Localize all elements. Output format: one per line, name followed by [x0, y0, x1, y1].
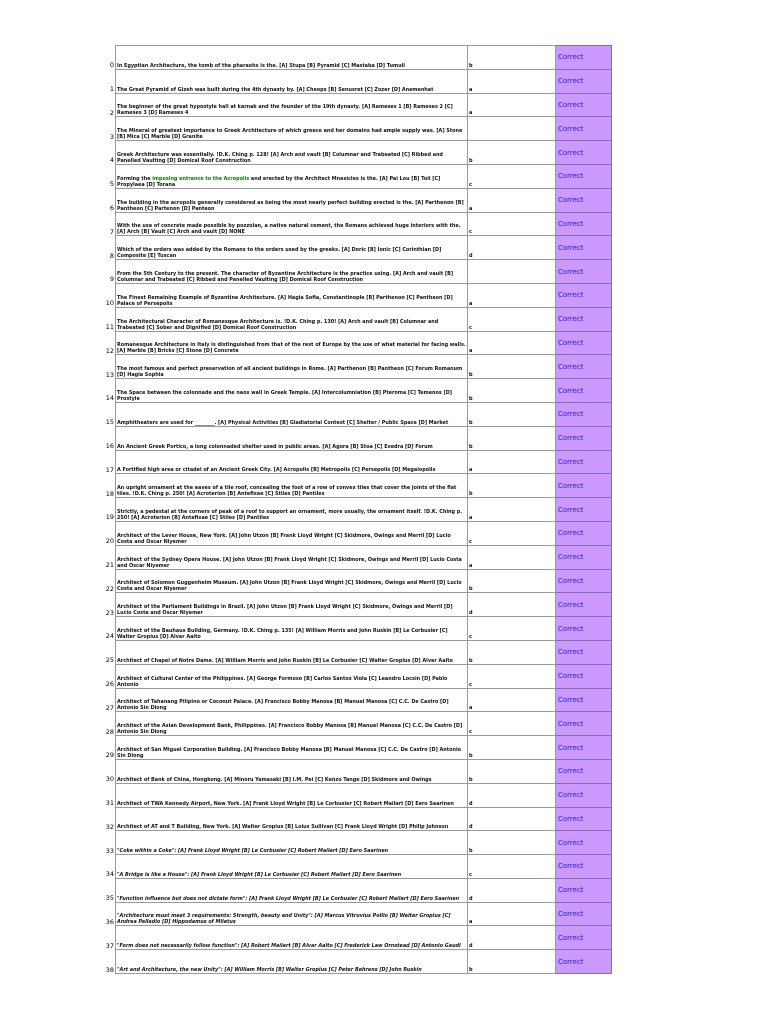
result-cell[interactable]: Correct [556, 260, 612, 284]
row-number: 13 [105, 370, 114, 379]
row-number: 10 [105, 299, 114, 308]
result-cell[interactable]: Correct [556, 712, 612, 736]
result-cell[interactable]: Correct [556, 355, 612, 379]
table-row [105, 783, 612, 807]
result-cell[interactable]: Correct [556, 46, 612, 70]
question-cell[interactable]: Architect of Bank of China, Hongkong. [A] Minoru Yamasaki [B] I.M. Pei [C] Kenzo Tange [D] Skidmore and Owings [116, 759, 468, 783]
result-cell[interactable]: Correct [556, 831, 612, 855]
answer-cell[interactable]: c [468, 617, 556, 641]
table-row [105, 902, 612, 926]
result-cell[interactable]: Correct [556, 212, 612, 236]
row-number: 33 [105, 846, 114, 855]
row-number: 11 [105, 323, 114, 332]
answer-cell[interactable]: d [468, 926, 556, 950]
question-cell[interactable]: The Space between the colonnade and the naos wall in Greek Temple. [A] Intercolumniation [B] Pteroma [C] Temenos [D] Prostyle [116, 379, 468, 403]
question-cell[interactable]: The most famous and perfect preservation of all ancient buildings in Rome. [A] Parthenon [B] Pantheon [C] Forum Romanum [D] Hagia Sophia [116, 355, 468, 379]
answer-cell[interactable]: b [468, 355, 556, 379]
table-row [105, 664, 612, 688]
question-cell[interactable]: A Fortified high area or citadel of an Ancient Greek City. [A] Acropolis [B] Metropolis [C] Persepolis [D] Megalopolis [116, 450, 468, 474]
table-row [105, 831, 612, 855]
row-number: 30 [105, 775, 114, 784]
table-row [105, 212, 612, 236]
row-number: 1 [109, 85, 114, 94]
table-row [105, 164, 612, 188]
row-number: 12 [105, 346, 114, 355]
table-row [105, 736, 612, 760]
question-cell[interactable]: An upright ornament at the eaves of a tile roof, concealing the foot of a row of convex tiles that cover the joints of the flat tiles. !D.K. Ching p. 250! [A] Acroterion [B] Antefixae [C] Stiles [D] Pantiles [116, 474, 468, 498]
question-cell[interactable]: Architect of the Bauhaus Building, Germany. !D.K. Ching p. 135! [A] William Morris and John Ruskin [B] Le Corbusier [C] Walter Gropius [D] Alvar Aalto [116, 617, 468, 641]
result-cell[interactable]: Correct [556, 664, 612, 688]
result-cell[interactable]: Correct [556, 236, 612, 260]
question-cell[interactable]: Greek Architecture was essentially. !D.K. Ching p. 128! [A] Arch and vault [B] Columnar and Trabeated [C] Ribbed and Panelled Vaulting [D] Domical Roof Construction [116, 141, 468, 165]
question-cell[interactable]: An Ancient Greek Portico, a long colonnaded shelter used in public areas. [A] Agora [B] Stoa [C] Exedra [D] Forum [116, 426, 468, 450]
result-cell[interactable]: Correct [556, 521, 612, 545]
table-row [105, 593, 612, 617]
row-number: 34 [105, 870, 114, 879]
question-cell[interactable]: Architect of Chapel of Notre Dame. [A] William Morris and John Ruskin [B] Le Corbusier [C] Walter Gropius [D] Alvar Aalto [116, 640, 468, 664]
table-row [105, 474, 612, 498]
result-cell[interactable]: Correct [556, 331, 612, 355]
question-cell[interactable]: "Architecture must meet 3 requirements: Strength, beauty and Unity": [A] Marcus Vitruvius Pollio [B] Walter Gropius [C] Andrea Palladio [D] Hippodamus of Miletus [116, 902, 468, 926]
result-cell[interactable]: Correct [556, 640, 612, 664]
result-cell[interactable]: Correct [556, 855, 612, 879]
result-cell[interactable]: Correct [556, 474, 612, 498]
row-number: 7 [109, 227, 114, 236]
question-cell[interactable]: Architect of Tahanang Pilipino or Coconut Palace. [A] Francisco Bobby Manosa [B] Manuel Manosa [C] C.C. De Castro [D] Antonio Sin Diong [116, 688, 468, 712]
result-cell[interactable]: Correct [556, 545, 612, 569]
table-row [105, 450, 612, 474]
question-cell[interactable]: Architect of the Asian Development Bank, Philippines. [A] Francisco Bobby Manosa [B] Manuel Manosa [C] C.C. De Castro [D] Antonio Sin Diong [116, 712, 468, 736]
answer-cell[interactable]: b [468, 736, 556, 760]
question-cell[interactable]: The building in the acropolis generally considered as being the most nearly perfect building erected is the. [A] Parthenon [B] Pantheon [C] Partenon [D] Panteon [116, 188, 468, 212]
row-number: 29 [105, 751, 114, 760]
answer-cell[interactable]: a [468, 688, 556, 712]
question-cell[interactable]: The Great Pyramid of Gizeh was built during the 4th dynasty by. [A] Cheops [B] Senusret [C] Zozer [D] Anemenhat [116, 69, 468, 93]
row-number: 15 [105, 418, 114, 427]
table-row [105, 93, 612, 117]
result-cell[interactable]: Correct [556, 926, 612, 950]
table-row [105, 569, 612, 593]
row-number: 8 [109, 251, 114, 260]
row-number: 38 [105, 965, 114, 974]
question-cell[interactable]: Romanesque Architecture in Italy is distinguished from that of the rest of Europe by the use of what material for facing walls. [A] Marble [B] Bricks [C] Stone [D] Concrete [116, 331, 468, 355]
answer-cell[interactable]: a [468, 69, 556, 93]
result-cell[interactable]: Correct [556, 807, 612, 831]
table-row [105, 640, 612, 664]
answer-cell[interactable]: a [468, 450, 556, 474]
result-cell[interactable]: Correct [556, 783, 612, 807]
table-row [105, 283, 612, 307]
result-cell[interactable]: Correct [556, 307, 612, 331]
answer-cell[interactable]: b [468, 141, 556, 165]
row-number: 24 [105, 632, 114, 641]
question-cell[interactable]: The beginner of the great hypostyle hall at karnak and the founder of the 19th dynasty. [A] Rameses 1 [B] Rameses 2 [C] Rameses 3 [D] Rameses 4 [116, 93, 468, 117]
answer-sheet-body [105, 46, 612, 974]
table-row [105, 712, 612, 736]
table-row [105, 878, 612, 902]
row-number: 21 [105, 561, 114, 570]
answer-cell[interactable]: a [468, 283, 556, 307]
answer-cell[interactable]: a [468, 188, 556, 212]
answer-cell[interactable]: b [468, 402, 556, 426]
question-cell[interactable]: "A Bridge is like a House": [A] Frank Lloyd Wright [B] Le Corbusier [C] Robert Mailart [D] Eero Saarinen [116, 855, 468, 879]
table-row [105, 926, 612, 950]
result-cell[interactable]: Correct [556, 379, 612, 403]
answer-cell[interactable]: a [468, 498, 556, 522]
question-cell[interactable]: Which of the orders was added by the Romans to the orders used by the greeks. [A] Doric [B] Ionic [C] Corinthian [D] Composite [E] Tuscan [116, 236, 468, 260]
answer-cell[interactable]: b [468, 950, 556, 974]
question-text-end: and erected by the Architect Mnesicles is the. [A] Pai Lou [B] Toii [C] Propylaea [D] Torana [117, 175, 441, 188]
result-cell[interactable]: Correct [556, 593, 612, 617]
result-cell[interactable]: Correct [556, 569, 612, 593]
question-cell[interactable]: Architect of Cultural Center of the Philippines. [A] George Formoso [B] Carlos Santos Viola [C] Leandro Locsin [D] Pablo Antonio [116, 664, 468, 688]
row-number: 22 [105, 584, 114, 593]
result-cell[interactable]: Correct [556, 688, 612, 712]
table-row [105, 498, 612, 522]
row-number: 28 [105, 727, 114, 736]
question-cell[interactable]: "Coke within a Coke": [A] Frank Lloyd Wright [B] Le Corbusier [C] Robert Mailart [D] Eero Saarinen [116, 831, 468, 855]
table-row [105, 260, 612, 284]
question-cell[interactable]: In Egyptian Architecture, the tomb of the pharaohs is the. [A] Stupa [B] Pyramid [C] Mastaba [D] Tumuli [116, 46, 468, 70]
row-number: 14 [105, 394, 114, 403]
row-number: 2 [109, 108, 114, 117]
table-row [105, 236, 612, 260]
table-row [105, 46, 612, 70]
table-row [105, 855, 612, 879]
answer-cell[interactable]: d [468, 807, 556, 831]
table-row [105, 688, 612, 712]
answer-cell[interactable]: c [468, 855, 556, 879]
row-number: 26 [105, 680, 114, 689]
answer-cell[interactable]: b [468, 759, 556, 783]
answer-cell[interactable] [468, 260, 556, 284]
row-number: 5 [109, 180, 114, 189]
table-row [105, 545, 612, 569]
result-cell[interactable]: Correct [556, 759, 612, 783]
row-number: 17 [105, 465, 114, 474]
answer-cell[interactable] [468, 117, 556, 141]
table-row [105, 69, 612, 93]
table-row [105, 141, 612, 165]
row-number: 3 [109, 132, 114, 141]
question-cell[interactable]: Amphitheaters are used for ________. [A] Physical Activities [B] Gladiatorial Contest [C] Shelter / Public Space [D] Market [116, 402, 468, 426]
question-cell[interactable]: Architect of the Parliament Buildings in Brazil. [A] John Utzon [B] Frank Lloyd Wright [C] Skidmore, Owings and Merril [D] Lucio Costa and Oscar Niyemer [116, 593, 468, 617]
result-cell[interactable]: Correct [556, 498, 612, 522]
question-cell[interactable]: Architect of the Sydney Opera House. [A] John Utzon [B] Frank Lloyd Wright [C] Skidmore, Owings and Merril [D] Lucio Costa and Oscar Niyemer [116, 545, 468, 569]
answer-cell[interactable]: b [468, 379, 556, 403]
question-cell[interactable]: Architect of AT and T Building, New York. [A] Walter Gropius [B] Loius Sullivan [C] Frank Lloyd Wright [D] Philip Johnson [116, 807, 468, 831]
row-number: 6 [109, 204, 114, 213]
question-cell[interactable]: The Finest Remaining Example of Byzantine Architecture. [A] Hagia Sofia, Constantinople [B] Parthenon [C] Pantheon [D] Palace of Persepolis [116, 283, 468, 307]
answer-cell[interactable]: c [468, 307, 556, 331]
row-number: 27 [105, 703, 114, 712]
answer-cell[interactable]: b [468, 569, 556, 593]
answer-sheet-table [105, 45, 612, 974]
result-cell[interactable]: Correct [556, 736, 612, 760]
question-cell[interactable]: From the 5th Century to the present. The character of Byzantine Architecture is the practice using. [A] Arch and vault [B] Columnar and Trabeated [C] Ribbed and Panelled Vaulting [D] Domical Roof Construction [116, 260, 468, 284]
row-number: 23 [105, 608, 114, 617]
table-row [105, 355, 612, 379]
row-number: 9 [109, 275, 114, 284]
result-cell[interactable]: Correct [556, 617, 612, 641]
row-number: 37 [105, 941, 114, 950]
result-cell[interactable]: Correct [556, 69, 612, 93]
question-cell[interactable]: "Function influence but does not dictate form": [A] Frank Lloyd Wright [B] Le Corbusier [C] Robert Mailart [D] Eero Saarinen [116, 878, 468, 902]
result-cell[interactable]: Correct [556, 426, 612, 450]
answer-cell[interactable]: c [468, 712, 556, 736]
result-cell[interactable]: Correct [556, 164, 612, 188]
table-row [105, 117, 612, 141]
answer-cell[interactable]: a [468, 93, 556, 117]
question-cell[interactable]: The Architectural Character of Romanesque Architecture is. !D.K. Ching p. 130! [A] Arch and vault [B] Columnar and Trabeated [C] Sober and Dignified [D] Domical Roof Construction [116, 307, 468, 331]
result-cell[interactable]: Correct [556, 878, 612, 902]
question-cell[interactable]: Strictly, a pedestal at the corners of peak of a roof to support an ornament, more usually, the ornament itself. !D.K. Ching p. 250! [A] Acroterion [B] Antefixae [C] Stiles [D] Pantiles [116, 498, 468, 522]
question-cell[interactable]: With the use of concrete made possible by pozzolan, a native natural cement, the Romans achieved huge interiors with the. [A] Arch [B] Vault [C] Arch and vault [D] NONE [116, 212, 468, 236]
question-cell[interactable]: Architect of Solomon Guggenheim Museum. [A] John Utzon [B] Frank Lloyd Wright [C] Skidmore, Owings and Merril [D] Lucio Costa and Oscar Niyemer [116, 569, 468, 593]
table-row [105, 759, 612, 783]
row-number: 36 [105, 917, 114, 926]
row-number: 32 [105, 822, 114, 831]
row-number: 4 [109, 156, 114, 165]
answer-cell[interactable]: b [468, 426, 556, 450]
question-text-start: Forming the [117, 175, 153, 182]
answer-cell[interactable]: c [468, 664, 556, 688]
question-cell[interactable] [116, 164, 468, 188]
table-row [105, 379, 612, 403]
result-cell[interactable]: Correct [556, 902, 612, 926]
question-cell[interactable]: The Mineral of greatest importance to Greek Architecture of which greece and her domains had ample supply was. [A] Stone [B] Mica [C] Marble [D] Granite [116, 117, 468, 141]
result-cell[interactable]: Correct [556, 402, 612, 426]
table-row [105, 331, 612, 355]
result-cell[interactable]: Correct [556, 950, 612, 974]
result-cell[interactable]: Correct [556, 283, 612, 307]
answer-cell[interactable]: c [468, 212, 556, 236]
answer-cell[interactable]: a [468, 331, 556, 355]
row-number: 20 [105, 537, 114, 546]
row-number: 19 [105, 513, 114, 522]
answer-cell[interactable]: b [468, 46, 556, 70]
table-row [105, 307, 612, 331]
row-number: 16 [105, 442, 114, 451]
question-cell[interactable]: "Art and Architecture, the new Unity": [A] William Morris [B] Walter Gropius [C] Peter Behrens [D] John Ruskin [116, 950, 468, 974]
answer-cell[interactable]: b [468, 831, 556, 855]
question-cell[interactable]: Architect of TWA Kennedy Airport, New York. [A] Frank Lloyd Wright [B] Le Corbusier [C] Robert Mailart [D] Eero Saarinen [116, 783, 468, 807]
table-row [105, 402, 612, 426]
result-cell[interactable]: Correct [556, 141, 612, 165]
result-cell[interactable]: Correct [556, 450, 612, 474]
table-row [105, 521, 612, 545]
question-highlight-text: imposing entrance to the Acropolis [152, 175, 250, 182]
table-row [105, 950, 612, 974]
answer-cell[interactable]: b [468, 474, 556, 498]
row-number: 0 [109, 61, 114, 70]
answer-cell[interactable]: c [468, 521, 556, 545]
result-cell[interactable]: Correct [556, 188, 612, 212]
row-number: 25 [105, 656, 114, 665]
answer-cell[interactable]: d [468, 783, 556, 807]
result-cell[interactable]: Correct [556, 93, 612, 117]
answer-cell[interactable]: a [468, 545, 556, 569]
question-cell[interactable]: Architect of San Miguel Corporation Building. [A] Francisco Bobby Manosa [B] Manuel Manosa [C] C.C. De Castro [D] Antonio Sin Diong [116, 736, 468, 760]
question-cell[interactable]: "Form does not necessarily follow function": [A] Robert Mailart [B] Alvar Aalto [C] Frederick Law Ornstead [D] Antonio Gaudi [116, 926, 468, 950]
row-number: 18 [105, 489, 114, 498]
table-row [105, 807, 612, 831]
answer-cell[interactable]: c [468, 164, 556, 188]
table-row [105, 617, 612, 641]
row-number: 31 [105, 799, 114, 807]
answer-cell[interactable]: b [468, 640, 556, 664]
answer-cell[interactable]: d [468, 878, 556, 902]
answer-cell[interactable]: d [468, 236, 556, 260]
table-row [105, 188, 612, 212]
result-cell[interactable]: Correct [556, 117, 612, 141]
question-cell[interactable]: Architect of the Lever House, New York. [A] John Utzon [B] Frank Lloyd Wright [C] Skidmore, Owings and Merril [D] Lucio Costa and Oscar Niyemer [116, 521, 468, 545]
answer-cell[interactable]: d [468, 593, 556, 617]
table-row [105, 426, 612, 450]
row-number: 35 [105, 894, 114, 903]
answer-cell[interactable]: a [468, 902, 556, 926]
